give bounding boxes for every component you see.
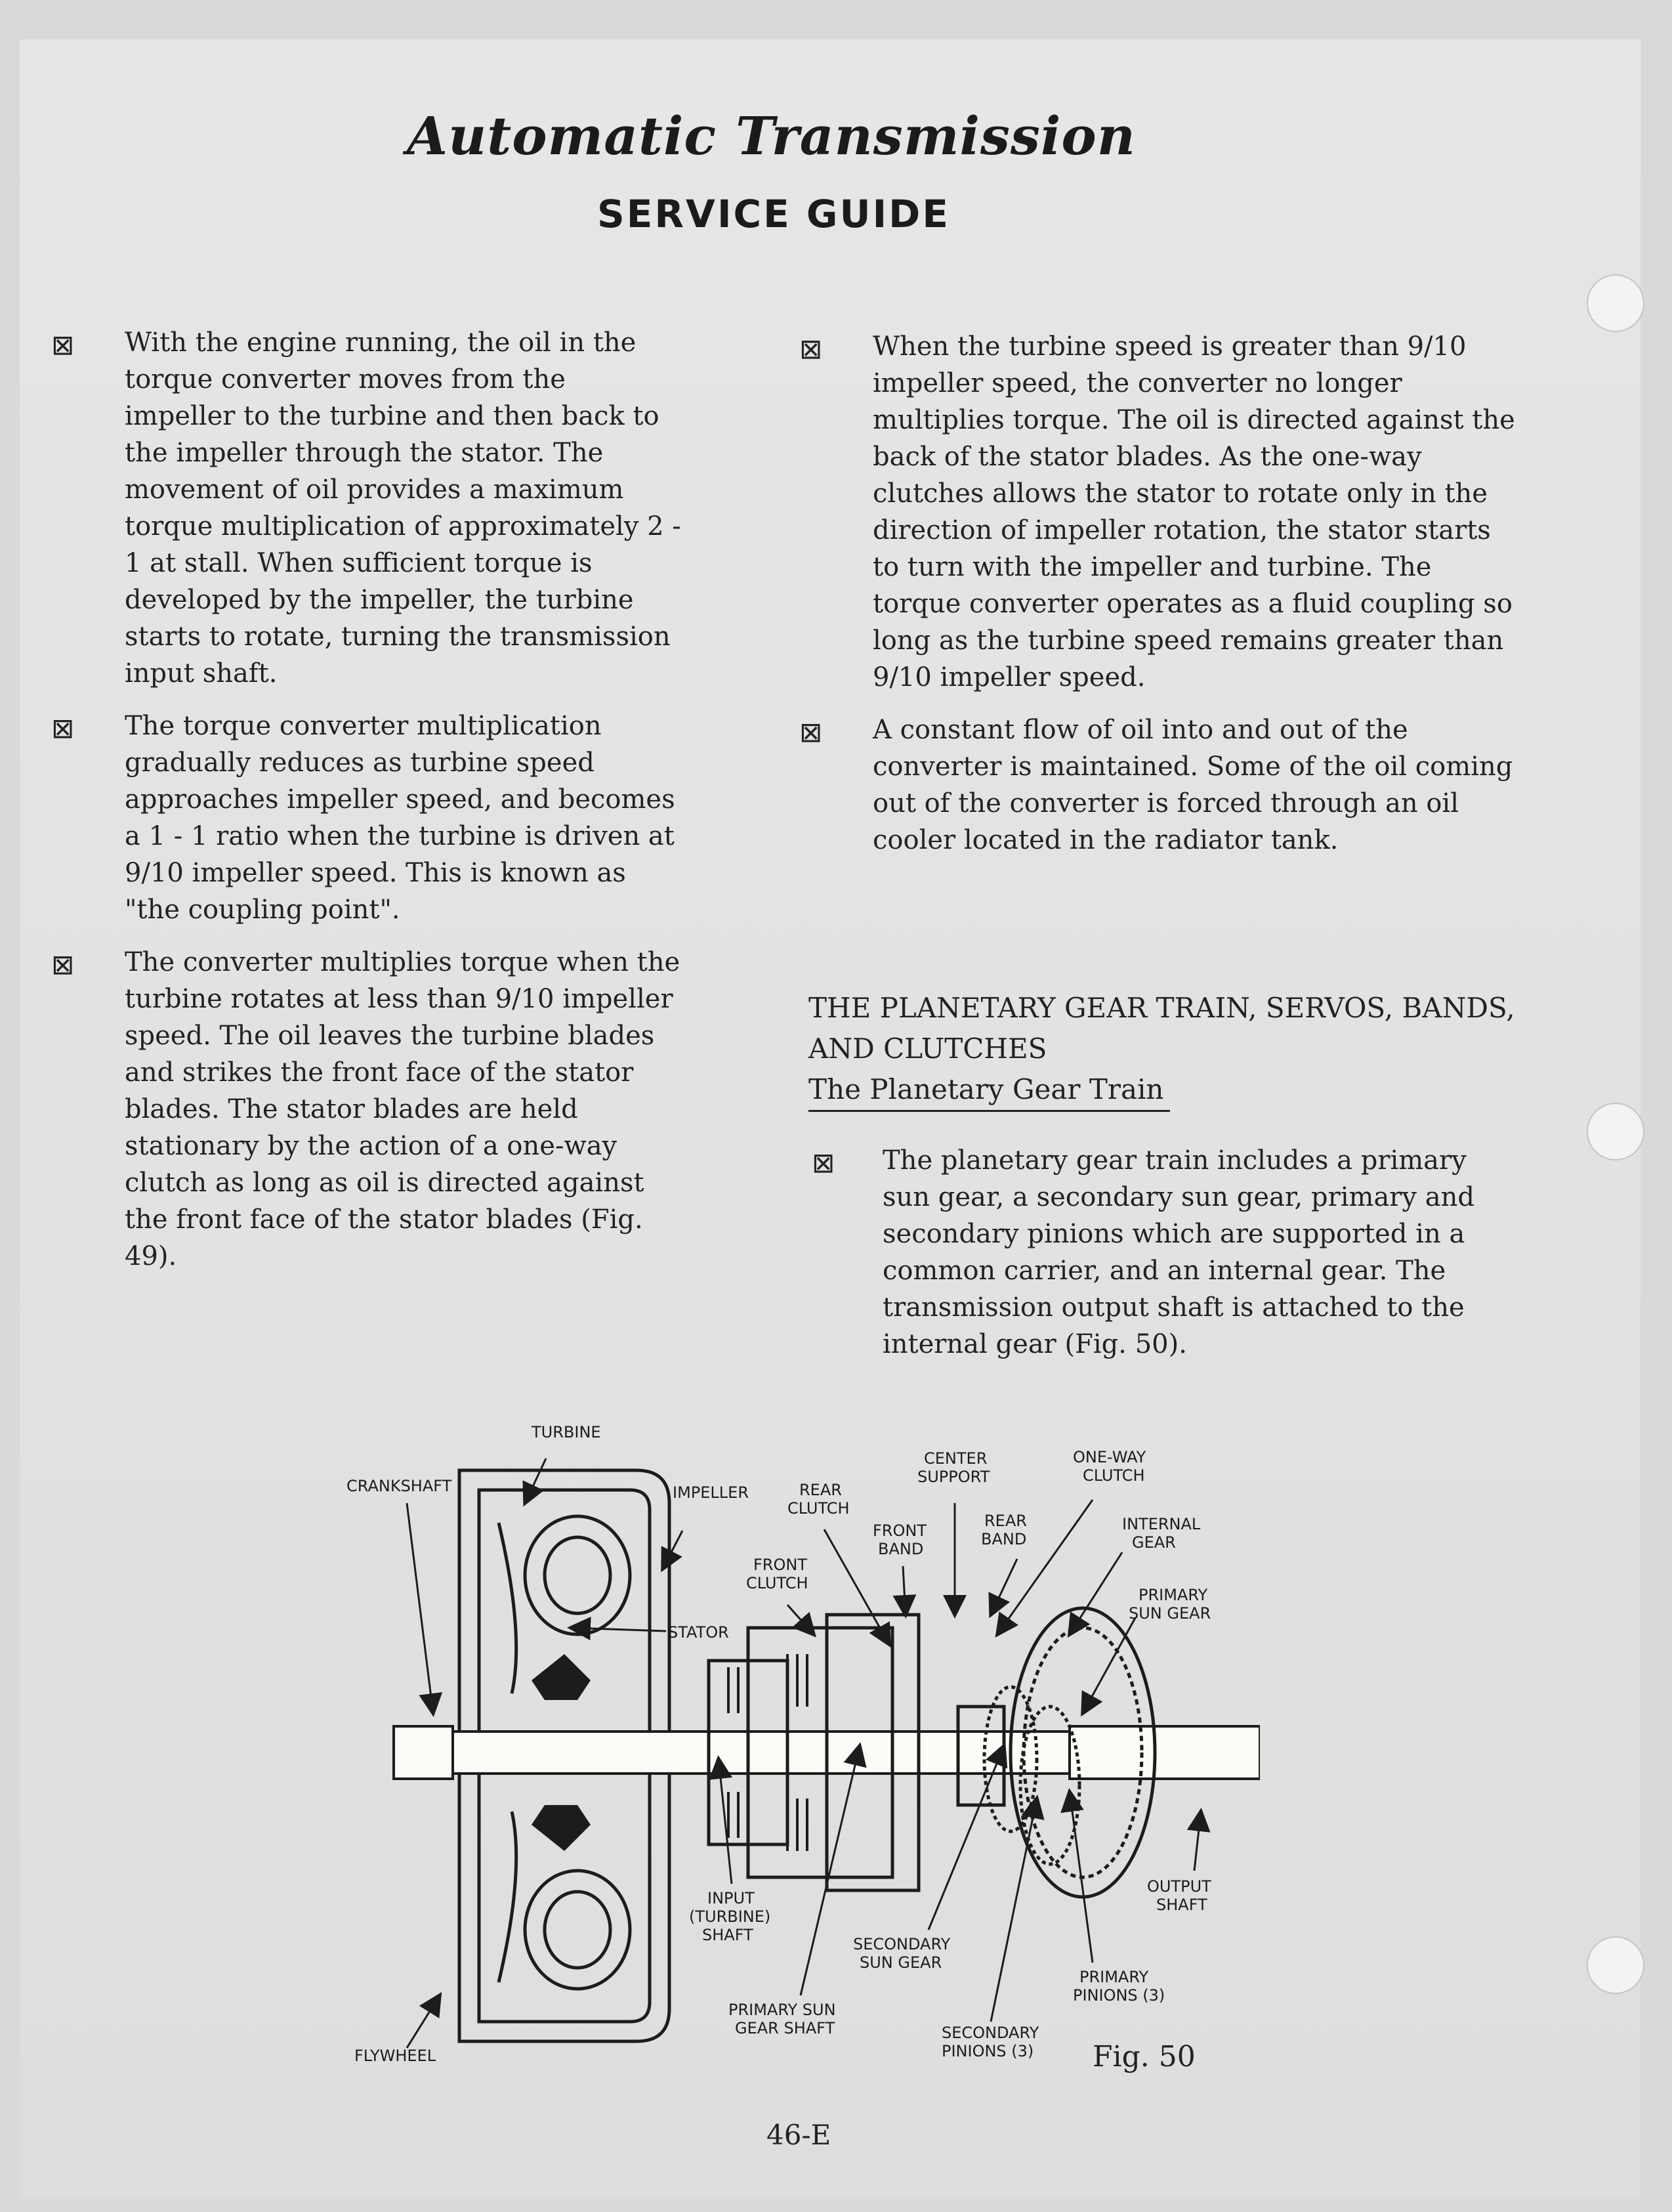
paragraph-text: The converter multiplies torque when the turbine rotates at less than 9/10 impeller speed. The oil leaves the turbine blades and strikes the front face of the stator blades. The stator blades are held stationary by the action of a one-way clutch as long as oil is directed against the front face of the stator blades (Fig. 49). xyxy=(125,947,680,1271)
label-input-shaft: INPUT xyxy=(707,1889,755,1907)
label-primary-pinions: PRIMARY xyxy=(1079,1968,1149,1986)
paragraph xyxy=(51,944,682,1275)
label-center-support: CENTER xyxy=(924,1449,988,1468)
label-one-way-clutch: CLUTCH xyxy=(1083,1466,1145,1485)
label-rear-clutch: REAR xyxy=(799,1481,842,1499)
section-heading-block xyxy=(808,988,1543,1112)
label-internal-gear: INTERNAL xyxy=(1122,1515,1201,1533)
section-subheading: The Planetary Gear Train xyxy=(808,1069,1170,1112)
left-column xyxy=(51,324,682,1290)
figure-caption: Fig. 50 xyxy=(1093,2040,1196,2074)
checkbox-bullet-icon: ⊠ xyxy=(799,716,823,748)
label-rear-clutch: CLUTCH xyxy=(787,1499,850,1518)
label-crankshaft: CRANKSHAFT xyxy=(346,1477,452,1495)
paragraph xyxy=(812,1142,1486,1363)
label-flywheel: FLYWHEEL xyxy=(354,2047,436,2065)
punch-hole-bottom xyxy=(1587,1936,1644,1994)
label-output-shaft: OUTPUT xyxy=(1147,1877,1211,1896)
punch-hole-middle xyxy=(1587,1103,1644,1160)
label-output-shaft: SHAFT xyxy=(1156,1896,1207,1914)
label-impeller: IMPELLER xyxy=(673,1483,749,1502)
label-secondary-pinions: SECONDARY xyxy=(942,2024,1039,2042)
label-primary-sun-gear: SUN GEAR xyxy=(1129,1604,1211,1623)
punch-hole-top xyxy=(1587,274,1644,332)
label-primary-pinions: PINIONS (3) xyxy=(1073,1986,1165,2005)
label-secondary-sun-gear: SUN GEAR xyxy=(860,1953,942,1972)
paragraph-text: When the turbine speed is greater than 9/10 impeller speed, the converter no longer multiplies torque. The oil is directed against the back of the stator blades. As the one-way clutches allows the stator to rotate only in the direction of impeller rotation, the stator starts to turn with the impeller and turbine. The torque converter operates as a fluid coupling so long as the turbine speed remains greater than 9/10 impeller speed. xyxy=(873,331,1515,692)
label-front-band: BAND xyxy=(878,1540,924,1558)
paragraph-text: The torque converter multiplication gradually reduces as turbine speed approaches impeller speed, and becomes a 1 - 1 ratio when the turbine is driven at 9/10 impeller speed. This is known as "the coupling point". xyxy=(125,711,675,925)
paragraph xyxy=(51,324,682,692)
planetary-paragraph-block xyxy=(812,1142,1486,1378)
document-subtitle: SERVICE GUIDE xyxy=(597,192,950,236)
paragraph xyxy=(799,328,1516,696)
paragraph-text: The planetary gear train includes a primary sun gear, a secondary sun gear, primary and secondary pinions which are supported in a common carrier, and an internal gear. The transmission output shaft is attached to the internal gear (Fig. 50). xyxy=(883,1145,1474,1359)
checkbox-bullet-icon: ⊠ xyxy=(812,1147,835,1179)
label-center-support: SUPPORT xyxy=(917,1468,990,1486)
paragraph-text: A constant flow of oil into and out of the converter is maintained. Some of the oil coming out of the converter is forced through an oil cooler located in the radiator tank. xyxy=(873,715,1513,855)
label-primary-sun-gear: PRIMARY xyxy=(1139,1586,1208,1604)
document-title: Automatic Transmission xyxy=(407,105,1136,167)
section-heading: THE PLANETARY GEAR TRAIN, SERVOS, BANDS, AND CLUTCHES xyxy=(808,992,1515,1065)
transmission-cutaway-diagram xyxy=(328,1418,1260,2081)
paragraph xyxy=(51,708,682,928)
label-input-shaft: (TURBINE) xyxy=(689,1907,771,1926)
label-primary-sun-gear-shaft: PRIMARY SUN xyxy=(728,2001,836,2019)
label-internal-gear: GEAR xyxy=(1132,1533,1176,1552)
label-primary-sun-gear-shaft: GEAR SHAFT xyxy=(735,2019,835,2037)
label-secondary-pinions: PINIONS (3) xyxy=(942,2042,1034,2060)
checkbox-bullet-icon: ⊠ xyxy=(51,712,75,744)
checkbox-bullet-icon: ⊠ xyxy=(799,333,823,365)
label-input-shaft: SHAFT xyxy=(702,1926,753,1944)
label-front-clutch: FRONT xyxy=(753,1556,807,1574)
label-stator: STATOR xyxy=(668,1623,729,1642)
label-secondary-sun-gear: SECONDARY xyxy=(853,1935,951,1953)
right-column xyxy=(799,328,1516,874)
checkbox-bullet-icon: ⊠ xyxy=(51,948,75,981)
paragraph-text: With the engine running, the oil in the torque converter moves from the impeller to the turbine and then back to the impeller through the stator. The movement of oil provides a maximum torque multiplication of approximately 2 - 1 at stall. When sufficient torque is developed by the impeller, the turbine starts to rotate, turning the transmission input shaft. xyxy=(125,328,681,689)
label-front-band: FRONT xyxy=(873,1521,927,1540)
label-one-way-clutch: ONE-WAY xyxy=(1073,1448,1146,1466)
label-rear-band: REAR xyxy=(984,1512,1027,1530)
page-number: 46-E xyxy=(766,2119,831,2151)
paragraph xyxy=(799,712,1516,859)
label-turbine: TURBINE xyxy=(532,1423,601,1441)
checkbox-bullet-icon: ⊠ xyxy=(51,329,75,361)
label-front-clutch: CLUTCH xyxy=(746,1574,808,1592)
label-rear-band: BAND xyxy=(981,1530,1027,1548)
